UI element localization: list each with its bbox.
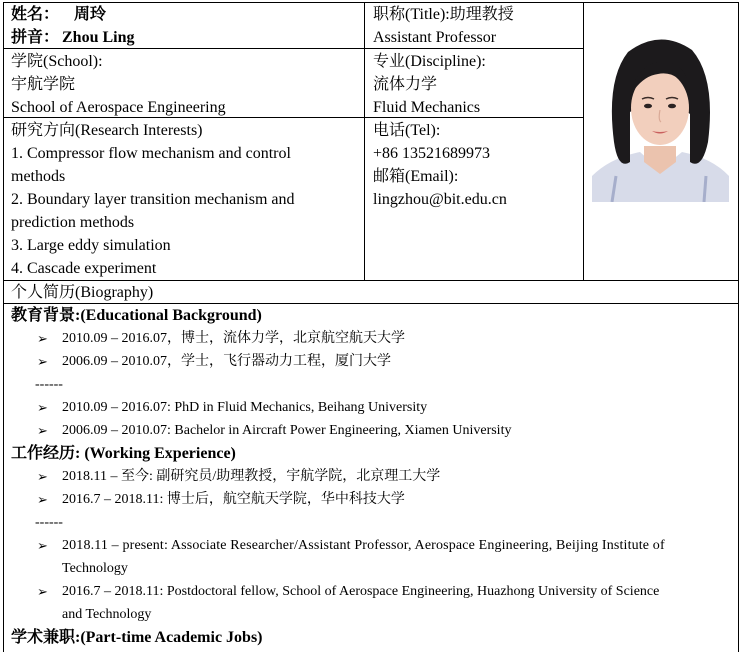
bullet-icon: ➢ [37,354,48,369]
work-cn-item: 2016.7 – 2018.11: 博士后，航空航天学院，华中科技大学 [62,492,405,507]
bullet-icon: ➢ [37,584,48,599]
education-en-item: 2006.09 – 2010.07: Bachelor in Aircraft Power Engineering, Xiamen University [62,423,512,438]
profile-photo [592,10,729,202]
parttime-heading: 学术兼职:(Part-time Academic Jobs) [11,629,263,646]
pinyin-value: Zhou Ling [62,29,135,46]
bullet-icon: ➢ [37,469,48,484]
research-label: 研究方向(Research Interests) [11,122,203,139]
research-line: 1. Compressor flow mechanism and control [11,145,291,162]
title-value: Assistant Professor [373,29,497,46]
pinyin-label: 拼音： [11,29,60,46]
research-line: prediction methods [11,214,135,231]
email-link[interactable]: lingzhou@bit.edu.cn [373,191,507,208]
school-cn: 宇航学院 [11,76,76,93]
work-en-item-cont: Technology [62,561,128,576]
name-value: 周玲 [74,6,107,23]
school-en: School of Aerospace Engineering [11,99,226,116]
education-en-item: 2010.09 – 2016.07: PhD in Fluid Mechanics, Beihang University [62,400,428,415]
title-label: 职称(Title):助理教授 [373,6,514,23]
work-en-item: 2016.7 – 2018.11: Postdoctoral fellow, School of Aerospace Engineering, Huazhong University of Science [62,584,660,599]
school-label: 学院(School): [11,53,103,70]
research-line: methods [11,168,66,185]
education-heading: 教育背景:(Educational Background) [11,307,262,324]
table-border [364,2,365,280]
table-border [583,2,584,280]
work-en-item: 2018.11 – present: Associate Researcher/Assistant Professor, Aerospace Engineering, Beijing Institute of [62,538,665,553]
research-line: 3. Large eddy simulation [11,237,171,254]
bullet-icon: ➢ [37,538,48,553]
discipline-label: 专业(Discipline): [373,53,486,70]
bullet-icon: ➢ [37,492,48,507]
work-heading: 工作经历: (Working Experience) [11,445,236,462]
research-line: 2. Boundary layer transition mechanism and [11,191,295,208]
biography-heading: 个人简历(Biography) [11,284,154,301]
tel-value: +86 13521689973 [373,145,491,162]
bullet-icon: ➢ [37,400,48,415]
work-cn-item: 2018.11 – 至今: 副研究员/助理教授，宇航学院，北京理工大学 [62,469,441,484]
education-cn-item: 2006.09 – 2010.07，学士，飞行器动力工程，厦门大学 [62,354,391,369]
education-cn-item: 2010.09 – 2016.07，博士，流体力学，北京航空航天大学 [62,331,405,346]
bullet-icon: ➢ [37,423,48,438]
email-label: 邮箱(Email): [373,168,459,185]
separator: ------ [35,377,63,392]
table-border [3,2,4,652]
discipline-en: Fluid Mechanics [373,99,481,116]
research-line: 4. Cascade experiment [11,260,157,277]
separator: ------ [35,515,63,530]
table-border [3,280,739,281]
bullet-icon: ➢ [37,331,48,346]
tel-label: 电话(Tel): [373,122,441,139]
work-en-item-cont: and Technology [62,607,152,622]
table-border [3,2,739,3]
discipline-cn: 流体力学 [373,76,438,93]
name-label: 姓名： [11,6,60,23]
